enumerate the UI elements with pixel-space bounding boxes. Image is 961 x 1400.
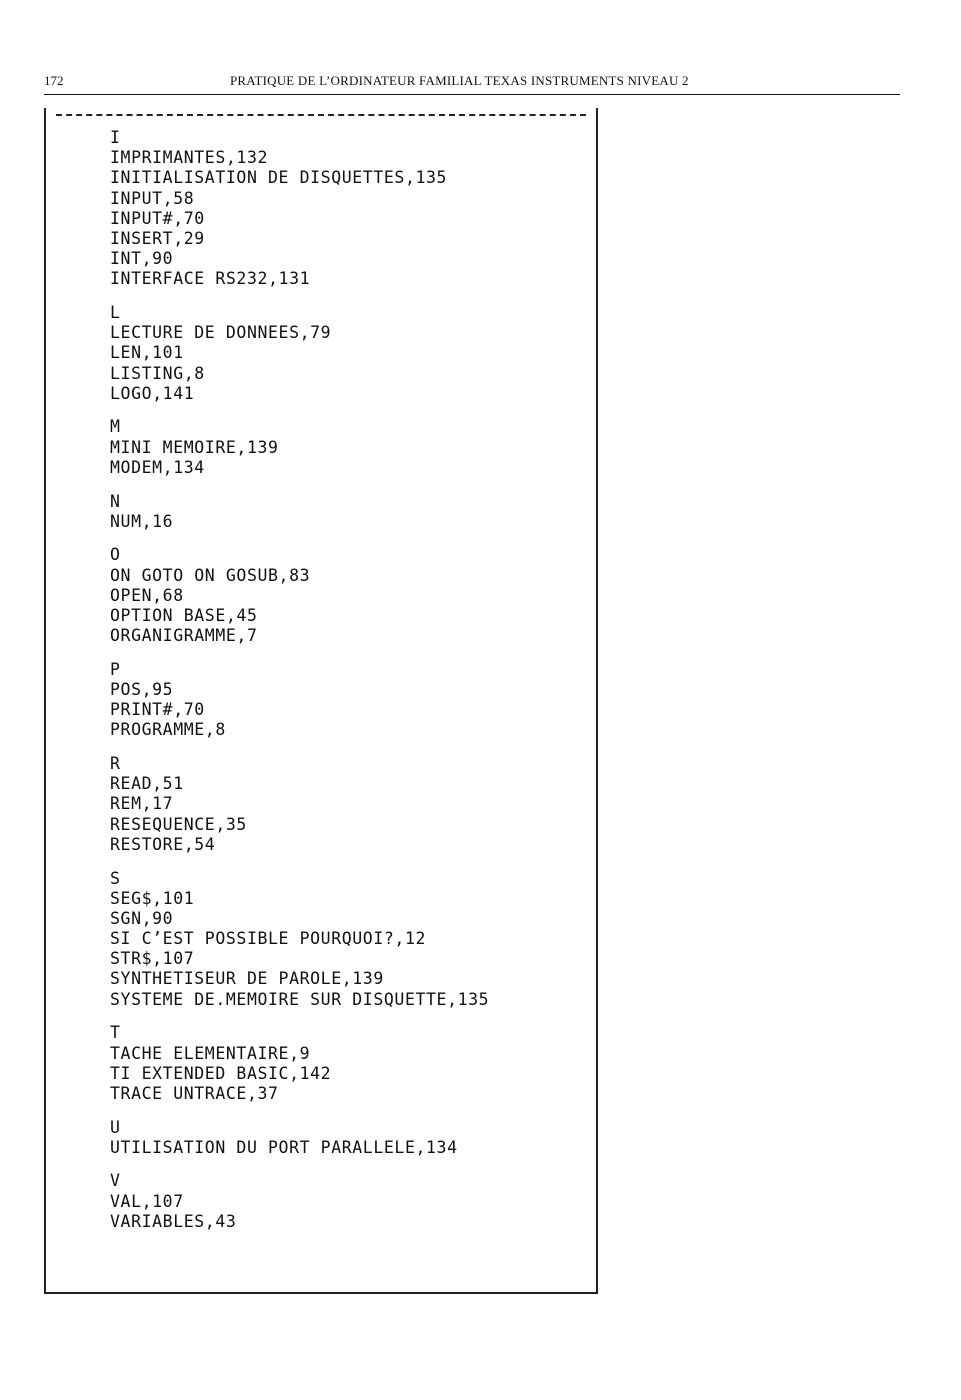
index-entries	[110, 128, 489, 1246]
section-letter: T	[110, 1023, 121, 1043]
section-letter: O	[110, 545, 121, 565]
index-entry: INTERFACE RS232,131	[110, 269, 311, 289]
index-entry: REM,17	[110, 794, 174, 814]
index-entry: PROGRAMME,8	[110, 720, 226, 740]
section-letter: S	[110, 868, 121, 888]
section-letter: I	[110, 128, 121, 147]
page-number: 172	[44, 73, 64, 88]
index-entry: IMPRIMANTES,132	[110, 148, 269, 168]
section-letter: U	[110, 1117, 121, 1137]
index-entry: MINI MEMOIRE,139	[110, 437, 279, 457]
index-entry: SYSTEME DE.MEMOIRE SUR DISQUETTE,135	[110, 989, 490, 1009]
index-entry: LISTING,8	[110, 363, 205, 383]
index-entry: LEN,101	[110, 343, 184, 363]
index-entry: LOGO,141	[110, 383, 195, 403]
section-letter: M	[110, 417, 121, 437]
section-letter: N	[110, 491, 121, 511]
index-entry: TACHE ELEMENTAIRE,9	[110, 1043, 311, 1063]
index-section-v	[110, 1171, 489, 1232]
running-head: PRATIQUE DE L’ORDINATEUR FAMILIAL TEXAS INSTRUMENTS NIVEAU 2	[230, 73, 689, 88]
index-entry: POS,95	[110, 680, 174, 699]
index-entry: ON GOTO ON GOSUB,83	[110, 565, 311, 585]
index-section-p	[110, 660, 489, 741]
index-section-r	[110, 754, 489, 855]
section-letter: V	[110, 1171, 121, 1191]
index-entry: INSERT,29	[110, 228, 205, 248]
index-entry: INPUT,58	[110, 188, 195, 208]
index-entry: SI C’EST POSSIBLE POURQUOI?,12	[110, 929, 427, 949]
index-entry: MODEM,134	[110, 457, 205, 477]
index-entry: STR$,107	[110, 949, 195, 969]
index-entry: READ,51	[110, 774, 184, 794]
index-section-t	[110, 1023, 489, 1104]
index-entry: LECTURE DE DONNEES,79	[110, 323, 332, 343]
index-entry: INT,90	[110, 249, 174, 269]
index-entry: SEG$,101	[110, 888, 195, 908]
index-entry: SGN,90	[110, 908, 174, 928]
index-section-u	[110, 1118, 489, 1158]
index-entry: ORGANIGRAMME,7	[110, 626, 258, 646]
index-entry: RESEQUENCE,35	[110, 814, 247, 834]
index-section-o	[110, 545, 489, 646]
page-header	[44, 70, 900, 95]
index-entry: VARIABLES,43	[110, 1211, 237, 1231]
index-section-n	[110, 492, 489, 532]
index-section-i	[110, 128, 489, 290]
index-entry: INPUT#,70	[110, 208, 205, 228]
index-entry: PRINT#,70	[110, 700, 205, 720]
section-letter: P	[110, 659, 121, 679]
section-letter: R	[110, 754, 121, 774]
index-entry: UTILISATION DU PORT PARALLELE,134	[110, 1137, 458, 1157]
index-section-m	[110, 417, 489, 478]
index-entry: VAL,107	[110, 1191, 184, 1211]
dashed-top-border	[56, 114, 586, 116]
index-entry: RESTORE,54	[110, 834, 216, 854]
index-entry: SYNTHETISEUR DE PAROLE,139	[110, 969, 384, 989]
index-section-s	[110, 869, 489, 1010]
index-entry: NUM,16	[110, 511, 174, 531]
index-entry: INITIALISATION DE DISQUETTES,135	[110, 168, 448, 188]
index-entry: OPEN,68	[110, 585, 184, 605]
index-entry: TRACE UNTRACE,37	[110, 1083, 279, 1103]
index-listing-box	[44, 108, 598, 1294]
index-section-l	[110, 303, 489, 404]
index-entry: TI EXTENDED BASIC,142	[110, 1063, 332, 1083]
index-entry: OPTION BASE,45	[110, 605, 258, 625]
section-letter: L	[110, 303, 121, 322]
